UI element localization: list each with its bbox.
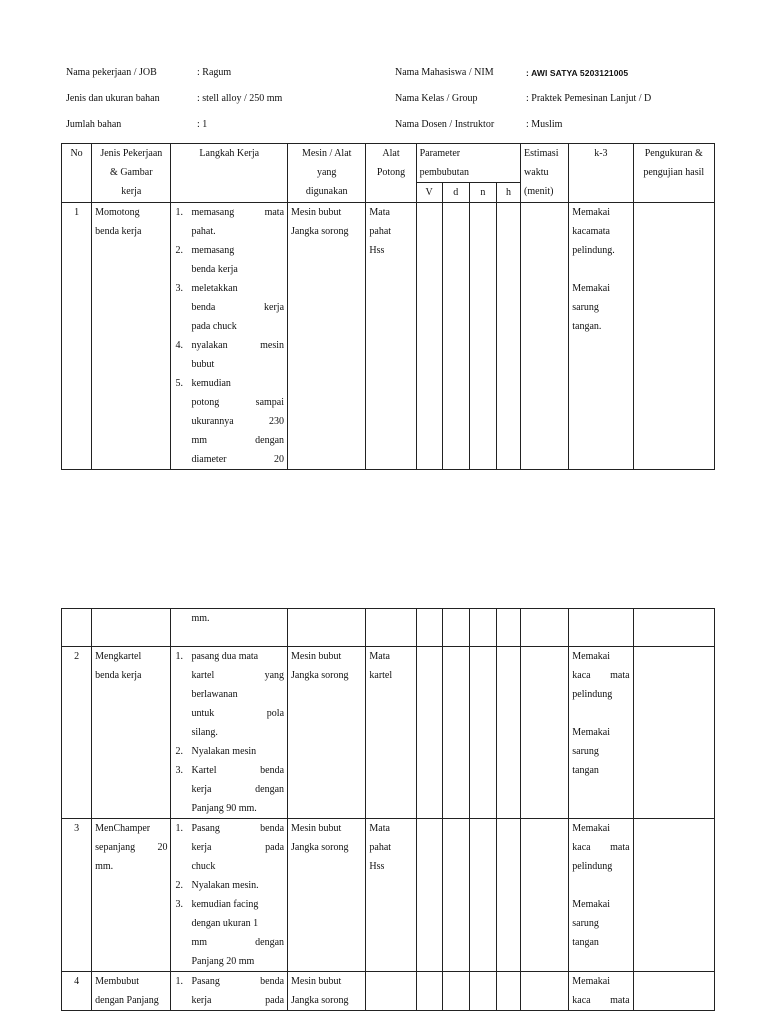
col-header-no: No bbox=[62, 144, 92, 203]
table-row bbox=[62, 972, 715, 1011]
step-item: 3. Kartel benda kerja dengan Panjang 90 mm. bbox=[175, 765, 285, 814]
col-header-mesin: Mesin / Alat yang digunakan bbox=[288, 144, 366, 203]
student-label: Nama Mahasiswa / NIM bbox=[395, 67, 494, 78]
row-alat: Mata kartel bbox=[366, 647, 416, 819]
row-jenis: Membubut dengan Panjang bbox=[92, 972, 171, 1011]
row-k3: Memakai kaca mata bbox=[569, 972, 633, 1011]
step-item: 2. memasang benda kerja bbox=[175, 245, 238, 275]
material-value: : stell alloy / 250 mm bbox=[197, 93, 283, 104]
row-k3: Memakai kaca mata pelindung Memakai sarung tangan bbox=[569, 647, 633, 819]
job-table-page-2 bbox=[61, 608, 715, 1011]
student-value: : AWI SATYA 5203121005 bbox=[526, 68, 629, 78]
row-jenis: Momotong benda kerja bbox=[92, 203, 171, 470]
row-k3: Memakai kaca mata pelindung Memakai sarung tangan bbox=[569, 819, 633, 972]
table-row bbox=[62, 609, 715, 647]
lecturer-label: Nama Dosen / Instruktor bbox=[395, 119, 495, 130]
row-mesin: Mesin bubut Jangka sorong bbox=[288, 203, 366, 470]
row-alat: Mata pahat Hss bbox=[366, 203, 416, 470]
row-mesin: Mesin bubut Jangka sorong bbox=[288, 819, 366, 972]
row-continuation: mm. bbox=[171, 609, 288, 647]
row-jenis: MenChamper sepanjang 20 mm. bbox=[92, 819, 171, 972]
row-steps bbox=[171, 972, 288, 1011]
step-item: 1. pasang dua mata kartel yang berlawanan untuk pola silang. bbox=[175, 651, 285, 738]
step-item: 5. kemudian potong sampai ukurannya 230 mm dengan diameter 20 bbox=[175, 378, 285, 465]
lecturer-value: : Muslim bbox=[526, 119, 563, 130]
col-header-langkah: Langkah Kerja bbox=[171, 144, 288, 203]
row-steps bbox=[171, 819, 288, 972]
row-jenis: Mengkartel benda kerja bbox=[92, 647, 171, 819]
row-mesin: Mesin bubut Jangka sorong bbox=[288, 972, 366, 1011]
step-item: 4. nyalakan mesin bubut bbox=[175, 340, 285, 370]
step-item: 1. Pasang benda kerja pada bbox=[175, 976, 285, 1006]
col-header-h: h bbox=[496, 183, 520, 203]
row-alat: Mata pahat Hss bbox=[366, 819, 416, 972]
col-header-alat: Alat Potong bbox=[366, 144, 416, 203]
material-label: Jenis dan ukuran bahan bbox=[66, 93, 160, 104]
col-header-k3: k-3 bbox=[569, 144, 633, 203]
table-row bbox=[62, 819, 715, 972]
step-item: 1. Pasang benda kerja pada chuck bbox=[175, 823, 285, 872]
row-no: 1 bbox=[62, 203, 92, 470]
table-row bbox=[62, 203, 715, 470]
row-k3: Memakai kacamata pelindung. Memakai sarung tangan. bbox=[569, 203, 633, 470]
row-steps bbox=[171, 203, 288, 470]
step-item: 3. meletakkan benda kerja pada chuck bbox=[175, 283, 285, 332]
col-header-jenis: Jenis Pekerjaan & Gambar kerja bbox=[92, 144, 171, 203]
col-header-parameter: Parameter pembubutan bbox=[416, 144, 520, 183]
row-no: 2 bbox=[62, 647, 92, 819]
row-no: 3 bbox=[62, 819, 92, 972]
col-header-estimasi: Estimasi waktu (menit) bbox=[521, 144, 569, 203]
class-label: Nama Kelas / Group bbox=[395, 93, 478, 104]
job-label: Nama pekerjaan / JOB bbox=[66, 67, 157, 78]
col-header-d: d bbox=[442, 183, 469, 203]
col-header-n: n bbox=[469, 183, 496, 203]
job-value: : Ragum bbox=[197, 67, 232, 78]
table-row bbox=[62, 647, 715, 819]
row-steps bbox=[171, 647, 288, 819]
job-table-page-1 bbox=[61, 143, 715, 470]
quantity-label: Jumlah bahan bbox=[66, 119, 122, 130]
quantity-value: : 1 bbox=[197, 119, 208, 130]
step-item: 2. Nyalakan mesin bbox=[175, 746, 257, 757]
step-item: 2. Nyalakan mesin. bbox=[175, 880, 259, 891]
row-mesin: Mesin bubut Jangka sorong bbox=[288, 647, 366, 819]
class-value: : Praktek Pemesinan Lanjut / D bbox=[526, 93, 652, 104]
col-header-pengukuran: Pengukuran & pengujian hasil bbox=[633, 144, 714, 203]
row-no: 4 bbox=[62, 972, 92, 1011]
col-header-v: V bbox=[416, 183, 442, 203]
step-item: 3. kemudian facing dengan ukuran 1 mm dengan Panjang 20 mm bbox=[175, 899, 285, 967]
step-item: 1. memasang mata pahat. bbox=[175, 207, 285, 237]
